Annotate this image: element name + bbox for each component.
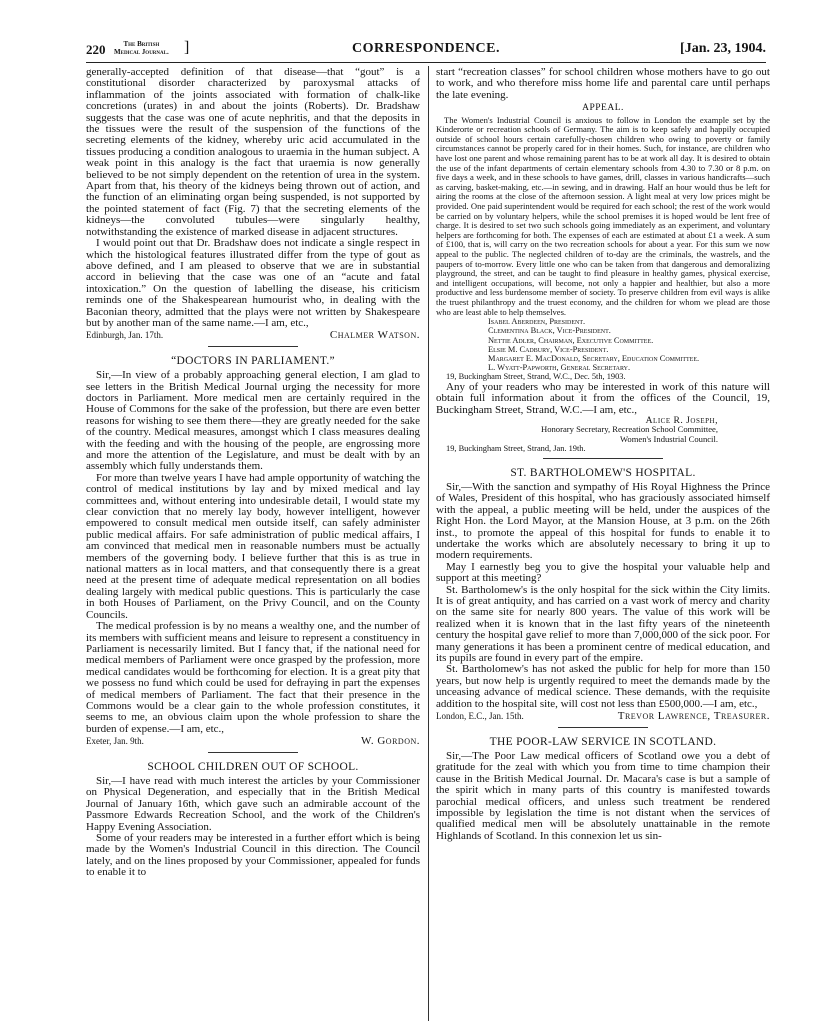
section-divider xyxy=(208,752,298,753)
signer-title: Women's Industrial Council. xyxy=(619,433,718,444)
signatory: Margaret E. MacDonald, Secretary, Education Committee. xyxy=(488,353,700,363)
section-divider xyxy=(558,727,648,728)
bart-letter-paragraph: St. Bartholomew's is the only hospital for the sick within the City limits. It is of great antiquity, and has carried on a vast work of mercy and charity on the same site for nearly 800 years. The value of this work will be realized when it is known that in the last fifty years of the nineteenth century the hospital gave relief to more than 7,000,000 of the sick poor. For many generations it has been a prominent centre of medical education, and its pupils are found in every part of the empire. xyxy=(436,583,770,665)
doctors-letter-paragraph: Sir,—In view of a probably approaching general election, I am glad to see letters in the British Medical Journal urging the necessity for more doctors in Parliament. More medical men are certainly required in the House of Commons for the sake of the profession, but there are even better reasons for wishing to see them there—they are greatly needed for the sake of the country. Medical measures, amongst which I class measures dealing with the feeding and with the housing of the people, are engrossing more and more the attention of the Legislature, and must be dealt with by an assembly which fully understands them. xyxy=(86,369,420,473)
gout-letter-paragraph: generally-accepted definition of that disease—that “gout” is a constitutional disorder characterized by paroxysmal attacks of inflammation of the joints associated with formation of chalk-like concretions (urates) in and about the joints (Roberts). Dr. Bradshaw suggests that the case was one of acute nephritis, and that the deposits in the tissues were the result of the suspension of the functions of the secreting elements of the kidney, whereby uric acid accumulated in the tissues producing a condition analogous to uraemia in the human subject. A weak point in this analogy is the fact that uraemia is now generally believed to be not simply dependent on the retention of urea in the system. Apart from that, his theory of the kidneys being thrown out of action, and the function of an eliminating organ being suspended, is not supported by the pointed statement of fact (Fig. 7) that the secreting elements of the kidneys—the convoluted tubules—were singularly healthy, notwithstanding the existence of marked disease in adjacent structures. xyxy=(86,66,420,238)
section-divider xyxy=(543,458,663,459)
journal-name-line-2: Medical Journal. xyxy=(114,47,169,56)
page-number: 220 xyxy=(86,42,106,57)
signatory: Clementina Black, Vice-President. xyxy=(488,326,611,336)
column-divider xyxy=(428,66,429,1021)
school-letter-paragraph: Sir,—I have read with much interest the articles by your Commissioner on Physical Degeneration, and especially that in the British Medical Journal of January 16th, which gave such an admirable account of the Passmore Edwards Recreation School, and the work of the Children's Happy Evening Association. xyxy=(86,774,420,833)
section-divider xyxy=(208,346,298,347)
journal-bracket: ] xyxy=(184,39,190,56)
school-letter-continued: start “recreation classes” for school children whose mothers have to go out to work, and who therefore miss home life and parental care until perhaps the late evening. xyxy=(436,66,770,101)
signatory: Elsie M. Cadbury, Vice-President. xyxy=(488,344,609,354)
appeal-address: 19, Buckingham Street, Strand, W.C., Dec. 5th, 1903. xyxy=(446,372,626,382)
closing-paragraph: Any of your readers who may be interested in work of this nature will obtain full information about it from the offices of the Council, 19, Buckingham Street, Strand, W.C.—I am, etc., xyxy=(436,380,770,416)
appeal-title: APPEAL. xyxy=(582,103,624,114)
appeal-text-block xyxy=(436,116,770,317)
header-rule xyxy=(86,62,766,63)
gout-letter-signature xyxy=(86,330,420,341)
letter-signer: Alice R. Joseph, xyxy=(645,414,718,426)
letter-place-date: Edinburgh, Jan. 17th. xyxy=(86,330,164,341)
letter-signer: W. Gordon. xyxy=(360,735,420,748)
bart-letter-paragraph: May I earnestly beg you to give the hospital your valuable help and support at this meeting? xyxy=(436,560,770,585)
signatory: L. Wyatt-Papworth, General Secretary. xyxy=(488,363,631,373)
journal-name-line-1: The British xyxy=(123,40,160,48)
letter-signer: Trevor Lawrence, Treasurer. xyxy=(617,710,770,723)
letter-signer: Chalmer Watson. xyxy=(329,329,420,342)
signatory: Isabel Aberdeen, President. xyxy=(488,317,586,327)
school-children-heading: SCHOOL CHILDREN OUT OF SCHOOL. xyxy=(147,760,359,773)
doctors-letter-paragraph: The medical profession is by no means a wealthy one, and the number of its members with sufficient means and leisure to represent a constituency in Parliament is necessarily limited. But I fancy that, if the national need for medical members of Parliament were once grasped by the profession, more medical candidates would be forthcoming for election. It is a great pity that we possess no fund which could be used for defraying in part the expenses of medical members of Parliament. The fact that their presence in the Commons would be a clear gain to the whole profession constitutes, it seems to me, an obvious claim upon the whole profession to share the burden of expense.—I am, etc., xyxy=(86,620,420,735)
doctors-letter-signature xyxy=(86,736,420,747)
gout-letter-paragraph: I would point out that Dr. Bradshaw does not indicate a single respect in which the histological features illustrated differ from the type of gout as above defined, and I am pleased to observe that we are in substantial accord in believing that the case was one of an “acute and fatal intoxication.” On the question of labelling the disease, his criticism reminds one of the Shakespearean humourist who, in dealing with the Baconian theory, admitted that the plays were not written by Shakespeare but by another man of the same name.—I am, etc., xyxy=(86,237,420,329)
issue-date: [Jan. 23, 1904. xyxy=(680,41,766,56)
signatory: Nettie Adler, Chairman, Executive Committee. xyxy=(488,335,654,345)
doctors-in-parliament-heading: “DOCTORS IN PARLIAMENT.” xyxy=(171,354,335,367)
letter-place-date: London, E.C., Jan. 15th. xyxy=(436,711,524,722)
poor-law-letter-paragraph: Sir,—The Poor Law medical officers of Scotland owe you a debt of gratitude for the zeal with which you from time to time champion their cause in the British Medical Journal. Dr. Macara's case is but a sample of the spirit which in many parts of this country is manifested towards parochial medical officers, and unless such treatment be rendered impossible by legislation the time is not distant when the services of qualified medical men will be absolutely unattainable in the remote Highlands of Scotland. In this connexion let us sin- xyxy=(436,749,770,842)
section-title: CORRESPONDENCE. xyxy=(352,41,500,56)
school-letter-paragraph: Some of your readers may be interested in a further effort which is being made by the Women's Industrial Council in this direction. The Council lately, and on the lines proposed by your Commissioner, appealed for funds to enable it to xyxy=(86,832,420,879)
signer-title: Honorary Secretary, Recreation School Committee, xyxy=(541,424,718,435)
bart-letter-paragraph: Sir,—With the sanction and sympathy of His Royal Highness the Prince of Wales, President of this hospital, who has graciously associated himself with the appeal, a public meeting will be held, under the auspices of the Right Hon. the Lord Mayor, at the Mansion House, at 3 p.m. on the 26th inst., to promote the appeal of this hospital for funds to enable it to undertake the works which are absolutely necessary to bring it up to modern requirements. xyxy=(436,480,770,562)
right-column xyxy=(436,67,770,842)
doctors-letter-paragraph: For more than twelve years I have had ample opportunity of watching the control of medical institutions by lay and by mixed medical and lay committees and, without entering into undesirable detail, I would state my clear conviction that no merely lay body, however intelligent, however empowered to consult medical men outside itself, can safely administer public medical affairs. For safe administration of public medical affairs, I am convinced that medical men in reasonable numbers must be actually members of the governing body. I believe further that this is as true in national matters as in local matters, and that consequently there is a great need at the present time of adequate medical representation on all bodies dealing largely with medical public questions. This is particularly the case in both Houses of Parliament, on the Privy Council, and on the County Councils. xyxy=(86,471,420,621)
poor-law-heading: THE POOR-LAW SERVICE IN SCOTLAND. xyxy=(489,735,717,748)
appeal-text: The Women's Industrial Council is anxious to follow in London the example set by the Kinderorte or recreation schools of Germany. The aim is to keep safely and happily occupied outside of school hours certain carefully-chosen children who owing to poverty or family circumstances cannot be properly cared for in their homes. Such, for instance, are children who have lost one parent and whose remaining parent has to be at work all day. It is desired to obtain the use of the infant departments of certain elementary schools from 4.30 to 7.30 or 8 p.m. on five days a week, and in these schools to have games, drill, classes in various handicrafts—such as carving, basket-making, etc.—in sewing, and in drawing. Half an hour would thus be left for airing the rooms at the close of the afternoon session. A light meal at very low prices might be provided. One paid superintendent would be required for each school; the rest of the work would be carried on by voluntary helpers, while the school premises it is hoped would be lent free of charge. It is desired to set two such schools going immediately as an experiment, and voluntary helpers are forthcoming for both. The expenses of each are estimated at about £1 a week. A sum of £100, that is, will carry on the two recreation schools for about a year. For this sum we now appeal to the public. The neglected children of to-day are the criminals, the wastrels, and the paupers of to-morrow. Every little one who can be taken from that dangerous and demoralizing playground, the street, and can be taught to find pleasure in healthy games, physical exercise, and intelligent occupations, will become, not only a happier and healthier, but also a more productive and less burdensome member of society. To preserve children from evil ways is alike the truest philanthropy and the truest economy, and the children for whom we plead are those who are least able to help themselves. xyxy=(436,114,770,317)
bart-letter-signature xyxy=(436,711,770,722)
left-column xyxy=(86,67,420,879)
bart-letter-paragraph: St. Bartholomew's has not asked the public for help for more than 150 years, but now help is urgently required to meet the demands made by the unceasing advance of medical science. These demands, with the requisite addition to the hospital site, will cost not less than £500,000.—I am, etc., xyxy=(436,663,770,710)
closing-signature xyxy=(436,416,770,444)
st-bartholomews-heading: ST. BARTHOLOMEW'S HOSPITAL. xyxy=(510,466,696,479)
closing-address: 19, Buckingham Street, Strand, Jan. 19th. xyxy=(446,444,586,454)
appeal-signatories xyxy=(436,317,770,372)
letter-place-date: Exeter, Jan. 9th. xyxy=(86,736,144,747)
page-header xyxy=(86,40,766,60)
